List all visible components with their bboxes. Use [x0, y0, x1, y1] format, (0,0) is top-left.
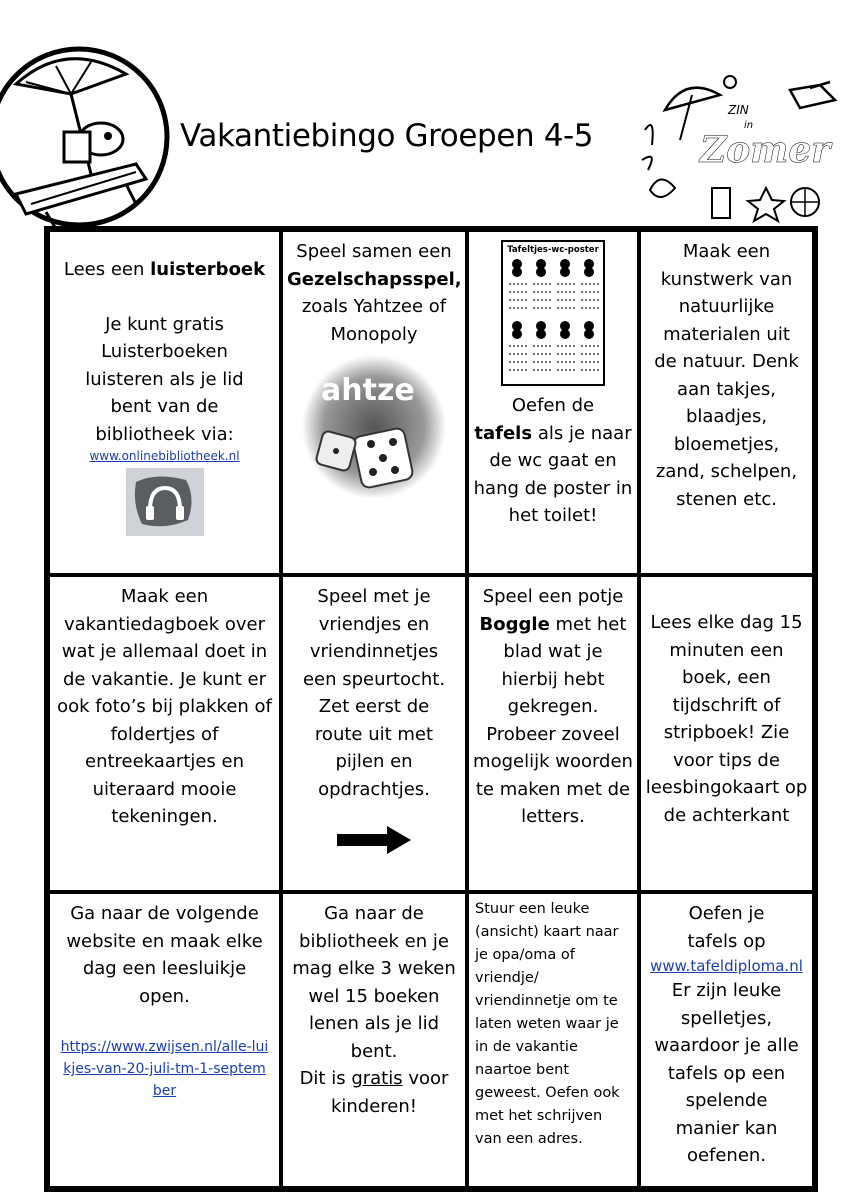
cell-bold-text: luisterboek — [150, 259, 266, 280]
yahtzee-box-text: ahtze — [321, 373, 415, 408]
cell-text: Maak een vakantiedagboek over wat je allemaal doet in de vakantie. Je kunt er ook foto’s bij plakken of foldertjes of entreekaartjes en uiteraard mooie tekeningen. — [57, 586, 272, 827]
yahtzee-dice-image — [299, 352, 449, 502]
cell-text: als je naar de wc gaat en hang de poster in het toilet! — [473, 422, 633, 526]
cell-text: Ga naar de volgende website en maak elke dag een leesluikje open. — [66, 903, 263, 1007]
zwijsen-link[interactable]: https://www.zwijsen.nl/alle-luikjes-van-20-juli-tm-1-september — [60, 1039, 269, 1099]
arrow-right-icon — [335, 825, 413, 855]
bingo-cell-boggle — [469, 577, 637, 890]
bingo-grid — [44, 226, 818, 1192]
cell-text: voor kinderen! — [330, 1068, 449, 1117]
bingo-cell-bibliotheek — [283, 894, 465, 1186]
cell-text: zoals Yahtzee of Monopoly — [301, 296, 447, 345]
cell-bold-text: Boggle — [479, 613, 550, 635]
bingo-cell-leesluikje — [50, 894, 279, 1186]
bingo-cell-lezen — [641, 577, 812, 890]
logo-text-zin: ZIN — [728, 103, 749, 117]
tafeltjes-poster-image — [501, 240, 605, 386]
cell-text: Oefen de — [511, 395, 595, 416]
zin-in-zomer-logo — [640, 70, 840, 228]
tafeldiploma-link[interactable]: www.tafeldiploma.nl — [650, 957, 803, 975]
cell-text: Lees elke dag 15 minuten een boek, een tijdschrift of stripboek! Zie voor tips de leesbingokaart op de achterkant — [645, 612, 808, 826]
cell-text: Maak een kunstwerk van natuurlijke materialen uit de natuur. Denk aan takjes, blaadjes, bloemetjes, zand, schelpen, stenen etc. — [654, 241, 799, 510]
bingo-cell-tafels — [469, 232, 637, 573]
cell-text: Oefen je tafels op — [687, 903, 766, 952]
bingo-cell-kunstwerk — [641, 232, 812, 573]
bingo-cell-speurtocht — [283, 577, 465, 890]
cell-bold-text: Gezelschapsspel, — [287, 268, 462, 290]
cell-text: Er zijn leuke spelletjes, waardoor je alle tafels op een spelende manier kan oefenen. — [654, 980, 799, 1166]
cell-bold-text: tafels — [474, 422, 533, 444]
bingo-cell-tafeldiploma — [641, 894, 812, 1186]
cell-text: Speel een potje — [482, 586, 624, 607]
cell-underlined-text: gratis — [351, 1068, 403, 1089]
onlinebibliotheek-link[interactable]: www.onlinebibliotheek.nl — [89, 449, 240, 463]
logo-text-in: in — [744, 120, 754, 131]
cell-text: Dit is — [299, 1068, 352, 1089]
logo-text-zomer: Zomer — [700, 129, 831, 171]
page-title: Vakantiebingo Groepen 4-5 — [180, 118, 594, 154]
cell-text: Stuur een leuke (ansicht) kaart naar je opa/oma of vriendje/ vriendinnetje om te laten weten waar je in de vakantie naartoe bent geweest. Oefen ook met het schrijven van een adres. — [475, 901, 620, 1147]
cell-text: Lees een — [63, 259, 151, 280]
poster-title: Tafeltjes-wc-poster — [507, 245, 599, 255]
bingo-cell-luisterboek — [50, 232, 279, 573]
cell-text: Je kunt gratis Luisterboeken luisteren als je lid bent van de bibliotheek via: — [85, 313, 244, 445]
headphones-icon — [126, 468, 204, 536]
bingo-cell-gezelschapsspel — [283, 232, 465, 573]
beach-chair-logo — [0, 44, 172, 230]
cell-text: met het blad wat je hierbij hebt gekregen. Probeer zoveel mogelijk woorden te maken met de letters. — [473, 613, 633, 827]
bingo-cell-vakantiedagboek — [50, 577, 279, 890]
cell-text: Speel samen een — [296, 241, 452, 262]
cell-text: Ga naar de bibliotheek en je mag elke 3 weken wel 15 boeken lenen als je lid bent. — [292, 903, 456, 1062]
bingo-cell-kaart — [469, 894, 637, 1186]
cell-text: Speel met je vriendjes en vriendinnetjes een speurtocht. Zet eerst de route uit met pijlen en opdrachtjes. — [302, 586, 446, 800]
